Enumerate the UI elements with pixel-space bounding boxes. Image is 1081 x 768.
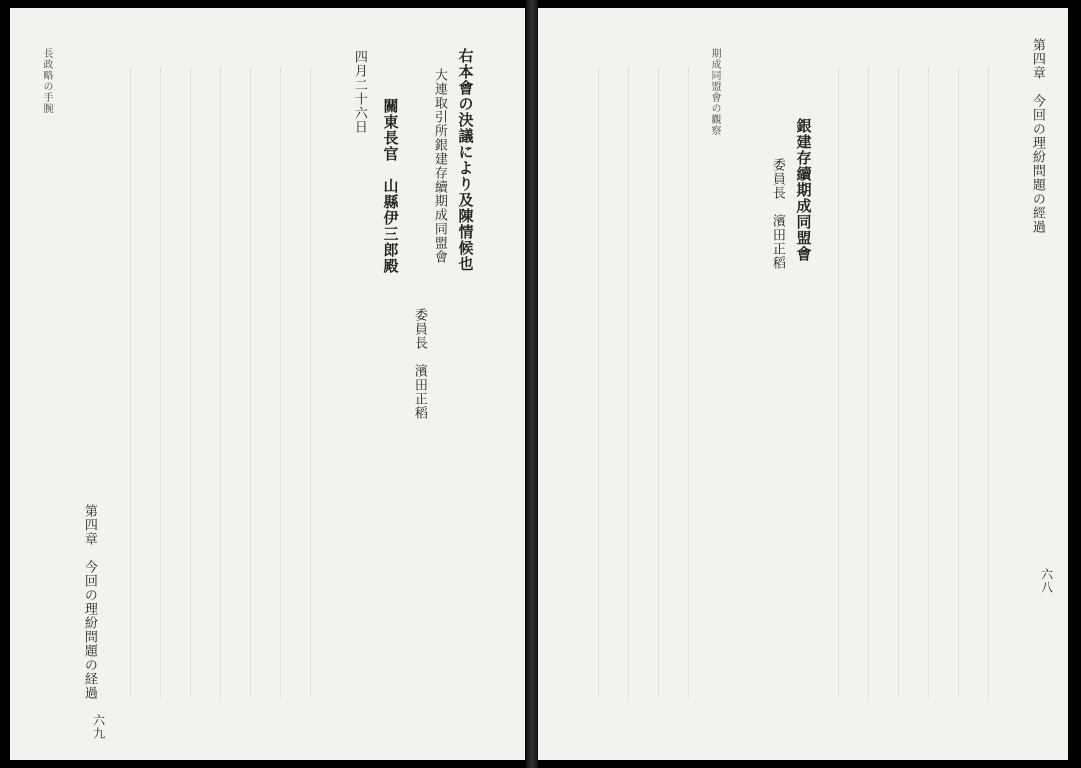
page-number-left: 六九 [91, 714, 106, 740]
sender-title: 委員長 濱田正稻 [411, 308, 427, 420]
text-column [658, 68, 675, 698]
book-fold [526, 0, 538, 768]
page-number-right: 六八 [1039, 568, 1054, 594]
text-column [130, 68, 147, 698]
side-note: 期成同盟會の觀察 [709, 48, 720, 136]
running-header-right: 第四章 今回の理紛問題の經過 [1029, 38, 1045, 234]
text-column [868, 68, 885, 698]
text-column [838, 68, 855, 698]
committee-chair: 委員長 濱田正稻 [769, 158, 785, 270]
resolution-line: 右本會の決議により及陳情候也 [456, 48, 475, 272]
left-page [10, 8, 525, 760]
org-name: 銀建存續期成同盟會 [794, 118, 813, 262]
addressee: 關東長官 山縣伊三郎殿 [381, 98, 400, 274]
text-column [250, 68, 267, 698]
right-page [538, 8, 1068, 760]
text-column [310, 68, 327, 698]
text-column [628, 68, 645, 698]
margin-note: 長政略の手腕 [41, 48, 52, 114]
text-column [160, 68, 177, 698]
text-column [958, 68, 975, 698]
text-column [280, 68, 297, 698]
text-column [220, 68, 237, 698]
text-column [928, 68, 945, 698]
text-column [898, 68, 915, 698]
text-column [688, 68, 705, 698]
text-column [190, 68, 207, 698]
text-column [598, 68, 615, 698]
text-column [988, 68, 1005, 698]
running-header-left: 第四章 今回の理紛問題の経過 [81, 504, 97, 700]
sender-org: 大連取引所銀建存續期成同盟會 [431, 68, 447, 264]
date-label: 四月二十六日 [351, 50, 367, 134]
